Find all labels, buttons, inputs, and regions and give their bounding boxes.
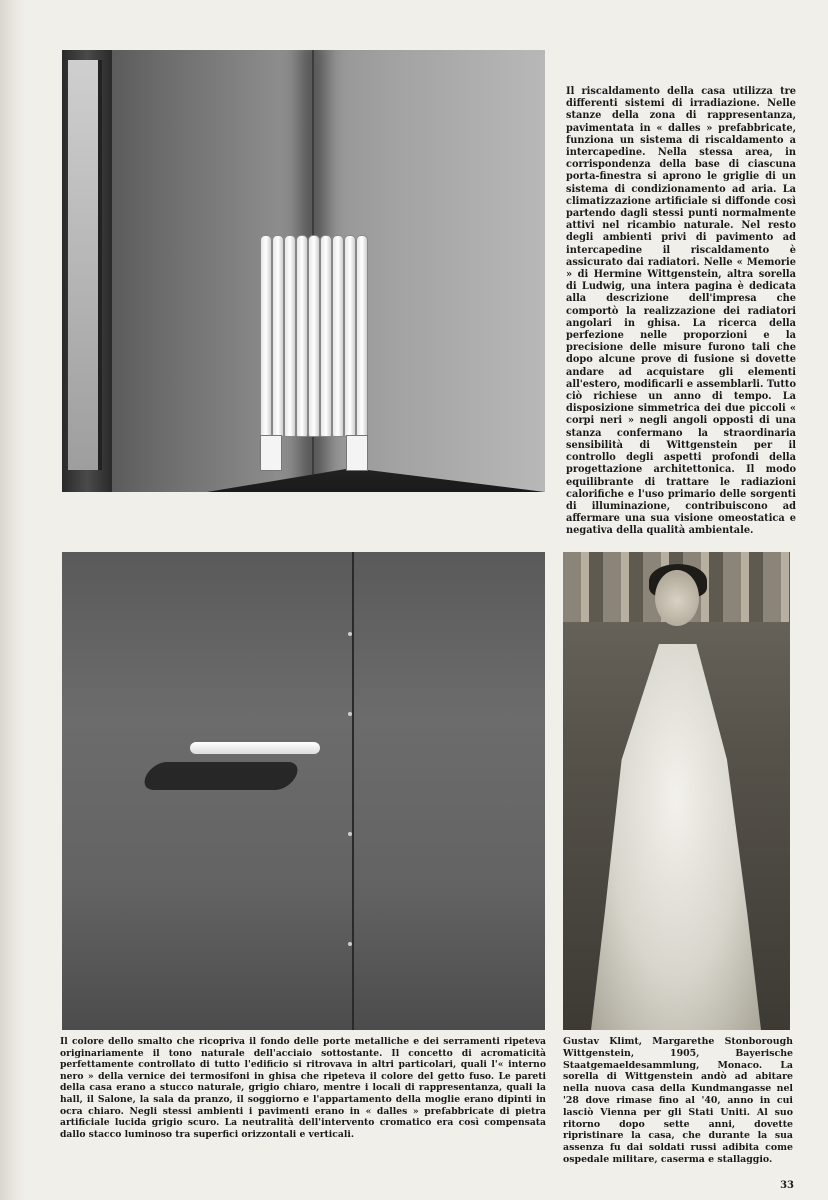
window-glass — [68, 60, 102, 470]
portrait-dress — [591, 644, 761, 1030]
door-seam — [352, 552, 354, 1030]
radiator-fin — [260, 235, 272, 437]
page-binding-edge — [0, 0, 26, 1200]
cast-iron-radiator — [260, 235, 370, 435]
radiator-fin — [284, 235, 296, 437]
klimt-portrait-photo — [563, 552, 790, 1030]
window-frame — [62, 50, 112, 492]
door-rivet — [348, 942, 352, 946]
radiator-fin — [296, 235, 308, 437]
radiator-corner-photo — [62, 50, 545, 492]
metal-door-photo — [62, 552, 545, 1030]
radiator-foot — [260, 435, 282, 471]
door-rivet — [348, 712, 352, 716]
page-number: 33 — [780, 1180, 794, 1191]
door-rivet — [348, 632, 352, 636]
portrait-head — [655, 570, 699, 626]
door-handle — [190, 742, 320, 754]
enamel-article-text: Il colore dello smalto che ricopriva il fondo delle porte metalliche e dei serramenti ripeteva originariamente il tono naturale dell'acciaio sottostante. Il concetto di acromaticità perfettamente controllato di tutto l'edificio si ritrovava in altri particolari, quali l'« interno nero » della vernice dei termosifoni in ghisa che ripeteva il colore del getto fuso. Le pareti della casa erano a stucco naturale, grigio chiaro, mentre i locali di rappresentanza, quali la hall, il Salone, la sala da pranzo, il soggiorno e l'appartamento della moglie erano dipinti in ocra chiaro. Negli stessi ambienti i pavimenti erano in « dalles » prefabbricate di pietra artificiale lucida grigio scuro. La neutralità dell'intervento cromatico era così compensata dallo stacco luminoso tra superfici orizzontali e verticali. — [60, 1036, 546, 1140]
floor-shadow — [62, 432, 545, 492]
radiator-fin — [320, 235, 332, 437]
portrait-caption: Gustav Klimt, Margarethe Stonborough Wittgenstein, 1905, Bayerische Staatgemaeldesammlung, Monaco. La sorella di Wittgenstein andò ad abitare nella nuova casa della Kundmangasse nel '28 dove rimase fino al '40, anno in cui lasciò Vienna per gli Stati Uniti. Al suo ritorno dopo sette anni, dovette ripristinare la casa, che durante la sua assenza fu dai soldati russi adibita come ospedale militare, caserma e stallaggio. — [563, 1036, 793, 1165]
radiator-fin — [272, 235, 284, 437]
radiator-foot — [346, 435, 368, 471]
radiator-fin — [332, 235, 344, 437]
radiator-fin — [356, 235, 368, 437]
handle-shadow — [139, 762, 302, 790]
heating-article-text: Il riscaldamento della casa utilizza tre differenti sistemi di irradiazione. Nelle stanze della zona di rappresentanza, pavimentata in « dalles » prefabbricate, funziona un sistema di riscaldamento a intercapedine. Nella stessa area, in corrispondenza della base di ciascuna porta-finestra si aprono le griglie di un sistema di condizionamento ad aria. La climatizzazione artificiale si diffonde così partendo dagli stessi punti normalmente attivi nel ricambio naturale. Nel resto degli ambienti privi di pavimento ad intercapedine il riscaldamento è assicurato dai radiatori. Nelle « Memorie » di Hermine Wittgenstein, altra sorella di Ludwig, una intera pagina è dedicata alla descrizione dell'impresa che comportò la realizzazione dei radiatori angolari in ghisa. La ricerca della perfezione nelle proporzioni e la precisione delle misure furono tali che dopo alcune prove di fusione si dovette andare ad acquistare gli elementi all'estero, modificarli e assemblarli. Tutto ciò richiese un anno di tempo. La disposizione simmetrica dei due piccoli « corpi neri » negli angoli opposti di una stanza confermano la straordinaria sensibilità di Wittgenstein per il controllo degli aspetti profondi della progettazione architettonica. Il modo equilibrante di trattare le radiazioni calorifiche e l'uso primario delle sorgenti di illuminazione, contribuiscono ad affermare una sua visione omeostatica e negativa della qualità ambientale. — [566, 86, 796, 537]
door-rivet — [348, 832, 352, 836]
radiator-fin — [344, 235, 356, 437]
radiator-fin — [308, 235, 320, 437]
